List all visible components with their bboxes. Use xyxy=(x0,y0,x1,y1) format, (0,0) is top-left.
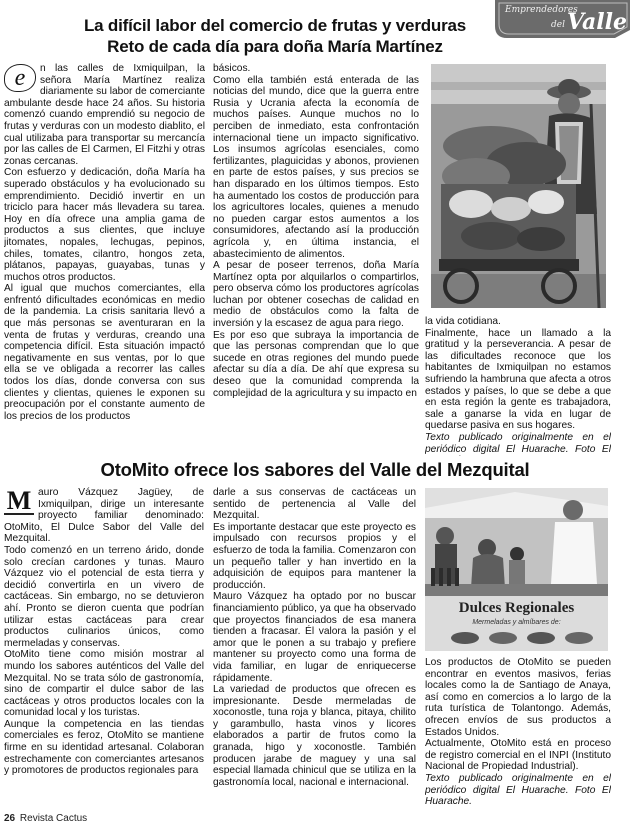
article1-paragraph: Finalmente, hace un llamado a la gratitud y la perseverancia. A pesar de las dificultades reconoce que los habitantes de Ixmiquilpan no estamos sufriendo la hambruna que afecta a otros estados y países, lo que se debe a que en esta región la gente es trabajadora, sale a ganarse la vida en lugar de quedarse pasiva en sus hogares. xyxy=(425,327,611,432)
section-badge xyxy=(493,0,630,38)
article1-paragraph: Como ella también está enterada de las noticias del mundo, dice que la guerra entre Rusia y Ucrania afecta la economía de muchos países. Aunque muchos no lo perciben de inmediato, esta confrontación internacional tiene un impacto significativo. Los insumos agrícolas esenciales, como fertilizantes, plaguicidas y abonos, provienen en parte de estos países, y sus precios se han disparado en los últimos tiempos. Esto ha aumentado los costos de producción para los agricultores locales, quienes a menudo no pueden cargar estos aumentos a los consumidores, afectando así la producción agrícola y, en última instancia, el abastecimiento de alimentos. xyxy=(213,74,419,260)
article2-paragraph: La variedad de productos que ofrecen es impresionante. Desde mermeladas de xoconostle, tuna roja y blanca, pitaya, chilito y garambullo, hasta vinos y licores elaborados a partir de frutos como la granada, higo y xoconostle. También producen jarabe de maguey y una sal especial llamada chinicul que se utiliza en la gastronomía local, nacional e internacional. xyxy=(213,684,416,788)
vendor-tricycle-photo-icon xyxy=(431,64,606,308)
article2-paragraph: auro Vázquez Jagüey, de Ixmiquilpan, dirige un interesante proyecto familiar denominado: OtoMito, El Dulce Sabor del Valle del Mezquital. xyxy=(4,487,204,545)
article2-paragraph: Aunque la competencia en las tiendas comerciales es feroz, OtoMito se mantiene firme en su identidad artesanal. Colaboran estrechamente con comerciantes artesanos y promotores de productos regionales para xyxy=(4,718,204,777)
article2-paragraph: Es importante destacar que este proyecto es impulsado con recursos propios y el esfuerzo de toda la familia. Comenzaron con un pequeño taller y han invertido en la adquisición de equipos para mantener la producción. xyxy=(213,521,416,591)
article2-paragraph: Todo comenzó en un terreno árido, donde solo crecían cardones y tunas. Mauro Vázquez vio el potencial de esta tierra y decidió convertirla en un vivero de cactáceas. Sin embargo, no se detuvieron ahí. Pronto se dieron cuenta que podrían utilizar estas cactáceas para crear productos culinarios únicos, como mermeladas y conservas. xyxy=(4,544,204,649)
article1-title-line2: Reto de cada día para doña María Martínez xyxy=(107,37,443,56)
article2-paragraph: Mauro Vázquez ha optado por no buscar financiamiento público, ya que ha observado que proyectos financiados de esa manera tienden a fracasar. Él valora la pasión y el amor que le ponen a su trabajo y prefiere mantener su proyecto como una forma de vida familiar, en lugar de enriquecerse rápidamente. xyxy=(213,591,416,684)
article1-title-line1: La difícil labor del comercio de frutas y verduras xyxy=(83,16,467,35)
photo-banner-subtitle: Mermeladas y almíbares de: xyxy=(472,619,561,626)
article2-column-1 xyxy=(4,487,204,817)
badge-small-text-2: del xyxy=(551,20,565,30)
article2-column-2 xyxy=(213,487,416,817)
article2-title: OtoMito ofrece los sabores del Valle del Mezquital xyxy=(100,459,530,480)
photo-banner-title: Dulces Regionales xyxy=(458,600,575,616)
page-footer xyxy=(4,813,87,824)
badge-big-text: Valle xyxy=(567,9,628,35)
article1-dropcap: e xyxy=(4,64,36,92)
article2-paragraph: darle a sus conservas de cactáceas un sentido de pertenencia al Valle del Mezquital. xyxy=(213,487,416,522)
article1-paragraph: básicos. xyxy=(213,63,251,74)
magazine-name: Revista Cactus xyxy=(19,813,88,824)
article2-paragraph: Actualmente, OtoMito está en proceso de registro comercial en el INPI (Instituto Nacional de Propiedad Industrial). xyxy=(425,738,611,773)
article1-caption: Texto publicado originalmente en el periódico digital El Huarache. Foto El xyxy=(425,431,611,455)
article2-photo xyxy=(425,488,608,651)
article1-paragraph: Al igual que muchos comerciantes, ella enfrentó dificultades económicas en medio de la pandemia. La crisis sanitaria llevó a que más personas se aventuraran en la venta de frutas y verduras, creando una competencia difícil. Esta situación impactó negativamente en sus ventas, por lo que ella se ve obligada a recorrer las calles todos los días, donde conversa con sus clientes y clientas, quienes le exponen su preocupación por el constante aumento de los precios de los productos xyxy=(4,283,205,422)
badge-small-text: Emprendedores xyxy=(505,5,578,15)
article1-column-2 xyxy=(213,63,419,449)
article1-paragraph: Con esfuerzo y dedicación, doña María ha superado obstáculos y ha evolucionado su emprendimiento. Decidió invertir en un triciclo para hacer más llevadera su tarea. Hoy en día ofrece una amplia gama de productos a sus clientes, que incluye jitomates, nopales, lechugas, pepinos, chiles, tomates, cilantro, hongos zeta, plátanos, papayas, guayabas, tunas y muchos otros productos. xyxy=(4,167,205,283)
article2-caption: Texto publicado originalmente en el periódico digital El Huarache. Foto El Huarache. xyxy=(425,772,611,807)
article1-paragraph: A pesar de poseer terrenos, doña María Martínez opta por alquilarlos o compartirlos, pero observa cómo los productores agrícolas luchan por obtener cosechas de calidad en medio de obstáculos como la falta de inversión y la escasez de agua para riego. xyxy=(213,260,419,330)
article1-column-3 xyxy=(425,316,611,456)
article1-paragraph: Es por eso que subraya la importancia de que las personas comprendan que lo que sucede en otras regiones del mundo puede afectar su día a día. De ahí que expresa su deseo que la comunidad comprenda la complejidad de la agricultura y su impacto en xyxy=(213,329,419,399)
article1-column-1 xyxy=(4,63,205,449)
article2-dropcap: M xyxy=(4,489,34,515)
article2-column-3 xyxy=(425,657,611,807)
article1-paragraph: n las calles de Ixmiquilpan, la señora María Martínez realiza diariamente su labor de comerciante ambulante desde hace 24 años. Su historia comenzó cuando emprendió su negocio de frutas y verduras con un modesto diablito, el cual utilizaba para transportar su mercancía por las calles de El Carmen, El Fitzhi y otras zonas cercanas. xyxy=(4,63,205,167)
article2-paragraph: OtoMito tiene como misión mostrar al mundo los sabores auténticos del Valle del Mezquital. No se trata sólo de gastronomía, sino de compartir el dulce sabor de las cactáceas y otros productos locales con la comunidad local y los turistas. xyxy=(4,649,204,719)
market-stall-photo-icon xyxy=(425,488,608,651)
article1-photo xyxy=(431,64,606,308)
article1-paragraph: la vida cotidiana. xyxy=(425,316,501,327)
page-number: 26 xyxy=(4,813,16,824)
article2-paragraph: Los productos de OtoMito se pueden encontrar en eventos masivos, ferias locales como la de Santiago de Anaya, así como en comercios a lo largo de la ruta turística de Tolantongo. Además, ofrecen envíos de sus productos a Estados Unidos. xyxy=(425,657,611,738)
